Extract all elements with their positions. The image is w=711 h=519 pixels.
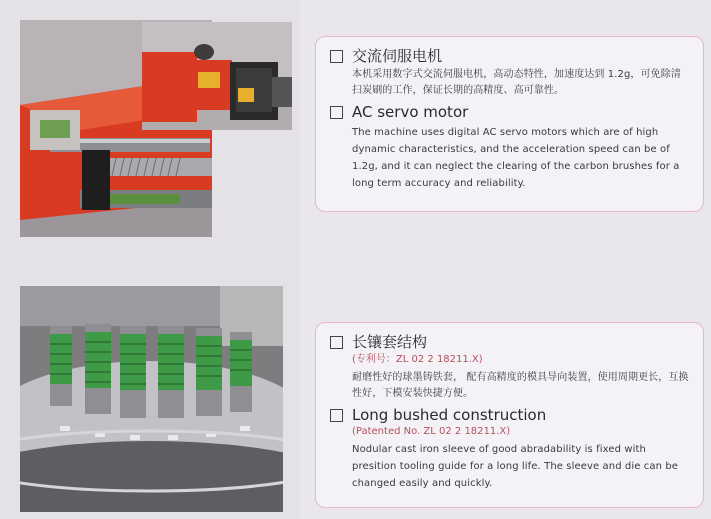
- bushed-title-cn: 长镶套结构: [352, 333, 428, 351]
- bushed-title-en: Long bushed construction: [352, 406, 547, 424]
- servo-heading-cn: [330, 47, 689, 65]
- servo-body-cn: 本机采用数字式交流伺服电机，高动态特性，加速度达到 1.2g，可免除清扫炭刷的工作，保证长期的高精度、高可靠性。: [352, 69, 681, 96]
- servo-title-cn: 交流伺服电机: [352, 47, 443, 65]
- patent-number-en: (Patented No. ZL 02 2 18211.X): [352, 426, 511, 437]
- bushed-heading-en: [330, 406, 689, 424]
- checkbox-icon: [330, 409, 343, 422]
- servo-body-en: The machine uses digital AC servo motors which are of high dynamic characteristics, and the acceleration speed can be of 1.2g, and it can neglect the clearing of the carbon brushes for a long term accuracy and reliability.: [352, 127, 680, 189]
- servo-heading-en: [330, 103, 689, 121]
- turret-tooling-photo: [20, 286, 283, 512]
- servo-title-en: AC servo motor: [352, 103, 469, 121]
- bushed-heading-cn: [330, 333, 689, 351]
- checkbox-icon: [330, 336, 343, 349]
- motor-closeup-photo: [142, 22, 292, 130]
- image-column: [0, 0, 300, 519]
- checkbox-icon: [330, 50, 343, 63]
- bushed-construction-card: [315, 322, 704, 508]
- bushed-body-cn: 耐磨性好的球墨铸铁套， 配有高精度的模具导向装置，使用周期更长，互换性好，下模安装快捷方便。: [352, 372, 689, 399]
- servo-motor-card: [315, 36, 704, 212]
- checkbox-icon: [330, 106, 343, 119]
- bushed-body-en: Nodular cast iron sleeve of good abradability is fixed with presition tooling guide for a long life. The sleeve and die can be changed easily and quickly.: [352, 444, 679, 489]
- patent-number-cn: (专利号：ZL 02 2 18211.X): [352, 354, 483, 365]
